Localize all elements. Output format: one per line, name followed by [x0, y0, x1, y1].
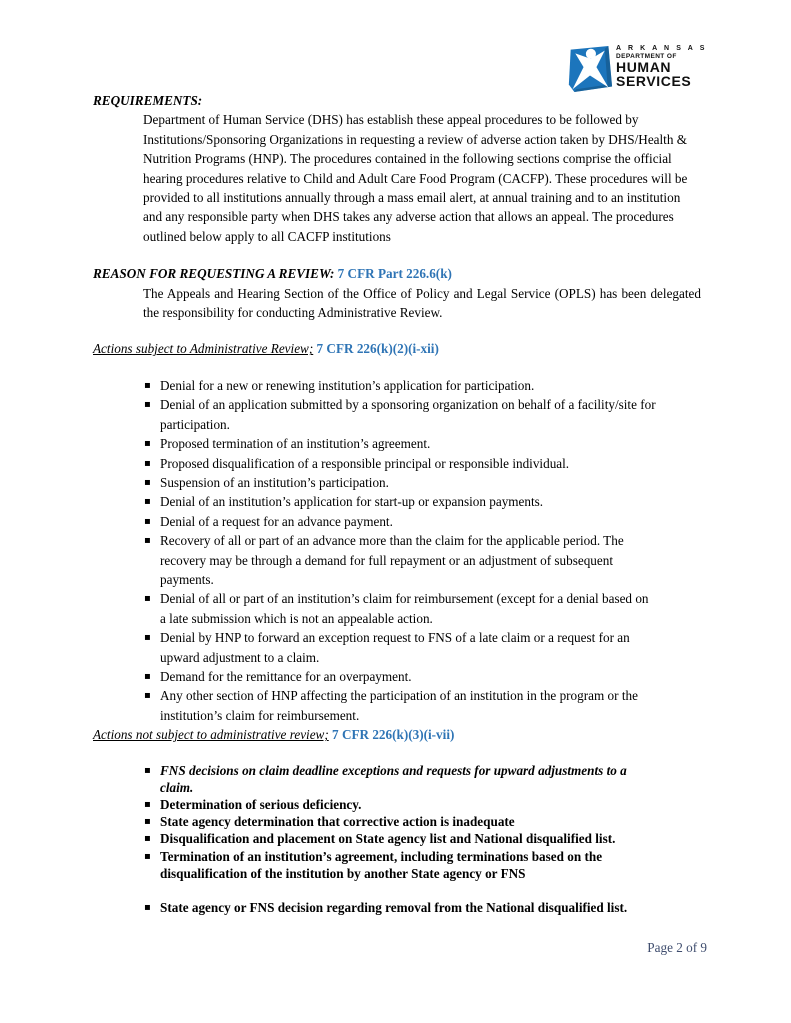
reason-heading: REASON FOR REQUESTING A REVIEW: [93, 266, 335, 282]
action-subject-item: ▪ Denial of an application submitted by a sponsoring organization on behalf of a facility/site for participation. [143, 395, 657, 434]
action-not-subject-item-italic: ▪ FNS decisions on claim deadline exceptions and requests for upward adjustments to a claim. [143, 762, 657, 796]
actions-not-subject-cfr-reference: 7 CFR 226(k)(3)(i-vii) [332, 727, 455, 743]
action-subject-item: ▪ Denial of all or part of an institution’s claim for reimbursement (except for a denial based on a late submission which is not an appealable action. [143, 589, 657, 628]
action-subject-item: ▪ Any other section of HNP affecting the participation of an institution in the program or the institution’s claim for reimbursement. [143, 686, 657, 725]
reason-heading-row [93, 264, 707, 283]
document-content [93, 91, 707, 916]
actions-subject-heading-row [93, 339, 707, 358]
actions-not-subject-list-final [93, 899, 657, 916]
action-not-subject-item: ▪ State agency determination that corrective action is inadequate [143, 813, 657, 830]
action-not-subject-last-item: ▪ State agency or FNS decision regarding removal from the National disqualified list. [143, 899, 657, 916]
action-subject-item: ▪ Proposed termination of an institution’s agreement. [143, 434, 657, 453]
reason-paragraph: The Appeals and Hearing Section of the Office of Policy and Legal Service (OPLS) has been delegated the responsibility for conducting Administrative Review. [143, 285, 701, 321]
actions-not-subject-list-continued [93, 796, 657, 882]
logo-human: HUMAN [616, 59, 672, 75]
actions-subject-heading: Actions subject to Administrative Review; [93, 341, 314, 357]
agency-logo-text [616, 44, 707, 88]
action-subject-item: ▪ Suspension of an institution’s participation. [143, 473, 657, 492]
action-not-subject-item: ▪ Determination of serious deficiency. [143, 796, 657, 813]
action-subject-item: ▪ Proposed disqualification of a responsible principal or responsible individual. [143, 454, 657, 473]
requirements-paragraph: Department of Human Service (DHS) has establish these appeal procedures to be followed by Institutions/Sponsoring Organizations in requesting a review of adverse action taken by DHS/Health & Nutrition Programs (HNP). The procedures contained in the following sections comprise the official hearing procedures relative to Child and Adult Care Food Program (CACFP). These procedures will be provided to all institutions annually through a mass email alert, at annual training and to an institution and any responsible party when DHS takes any adverse action that allows an appeal. The procedures outlined below apply to all CACFP institutions [143, 112, 688, 244]
action-not-subject-item: ▪ Disqualification and placement on State agency list and National disqualified list. [143, 830, 657, 847]
action-subject-item: ▪ Denial for a new or renewing institution’s application for participation. [143, 376, 657, 395]
logo-services: SERVICES [616, 72, 692, 89]
dhs-star-person-icon [567, 44, 613, 94]
logo-arkansas: A R K A N S A S [616, 45, 707, 52]
agency-logo [567, 44, 707, 94]
reason-cfr-reference: 7 CFR Part 226.6(k) [337, 266, 452, 282]
action-subject-item: ▪ Denial of an institution’s application for start-up or expansion payments. [143, 492, 657, 511]
requirements-heading: REQUIREMENTS: [93, 93, 203, 108]
action-subject-item: ▪ Demand for the remittance for an overpayment. [143, 667, 657, 686]
action-subject-item: ▪ Denial by HNP to forward an exception request to FNS of a late claim or a request for an upward adjustment to a claim. [143, 628, 657, 667]
logo-department-of: DEPARTMENT OF [616, 53, 677, 60]
actions-not-subject-heading-row [93, 725, 707, 744]
action-subject-item: ▪ Denial of a request for an advance payment. [143, 512, 657, 531]
action-not-subject-item: ▪ Termination of an institution’s agreement, including terminations based on the disqualification of the institution by another State agency or FNS [143, 848, 657, 882]
section-requirements [93, 91, 707, 246]
actions-not-subject-heading: Actions not subject to administrative review; [93, 727, 329, 743]
page-number: Page 2 of 9 [647, 940, 707, 955]
actions-not-subject-list [93, 762, 657, 796]
section-reason-for-review [93, 264, 707, 322]
actions-subject-cfr-reference: 7 CFR 226(k)(2)(i-xii) [316, 341, 439, 357]
actions-subject-list [93, 376, 657, 725]
action-subject-item: ▪ Recovery of all or part of an advance more than the claim for the applicable period. The recovery may be through a demand for full repayment or an adjustment of subsequent payments. [143, 531, 657, 589]
